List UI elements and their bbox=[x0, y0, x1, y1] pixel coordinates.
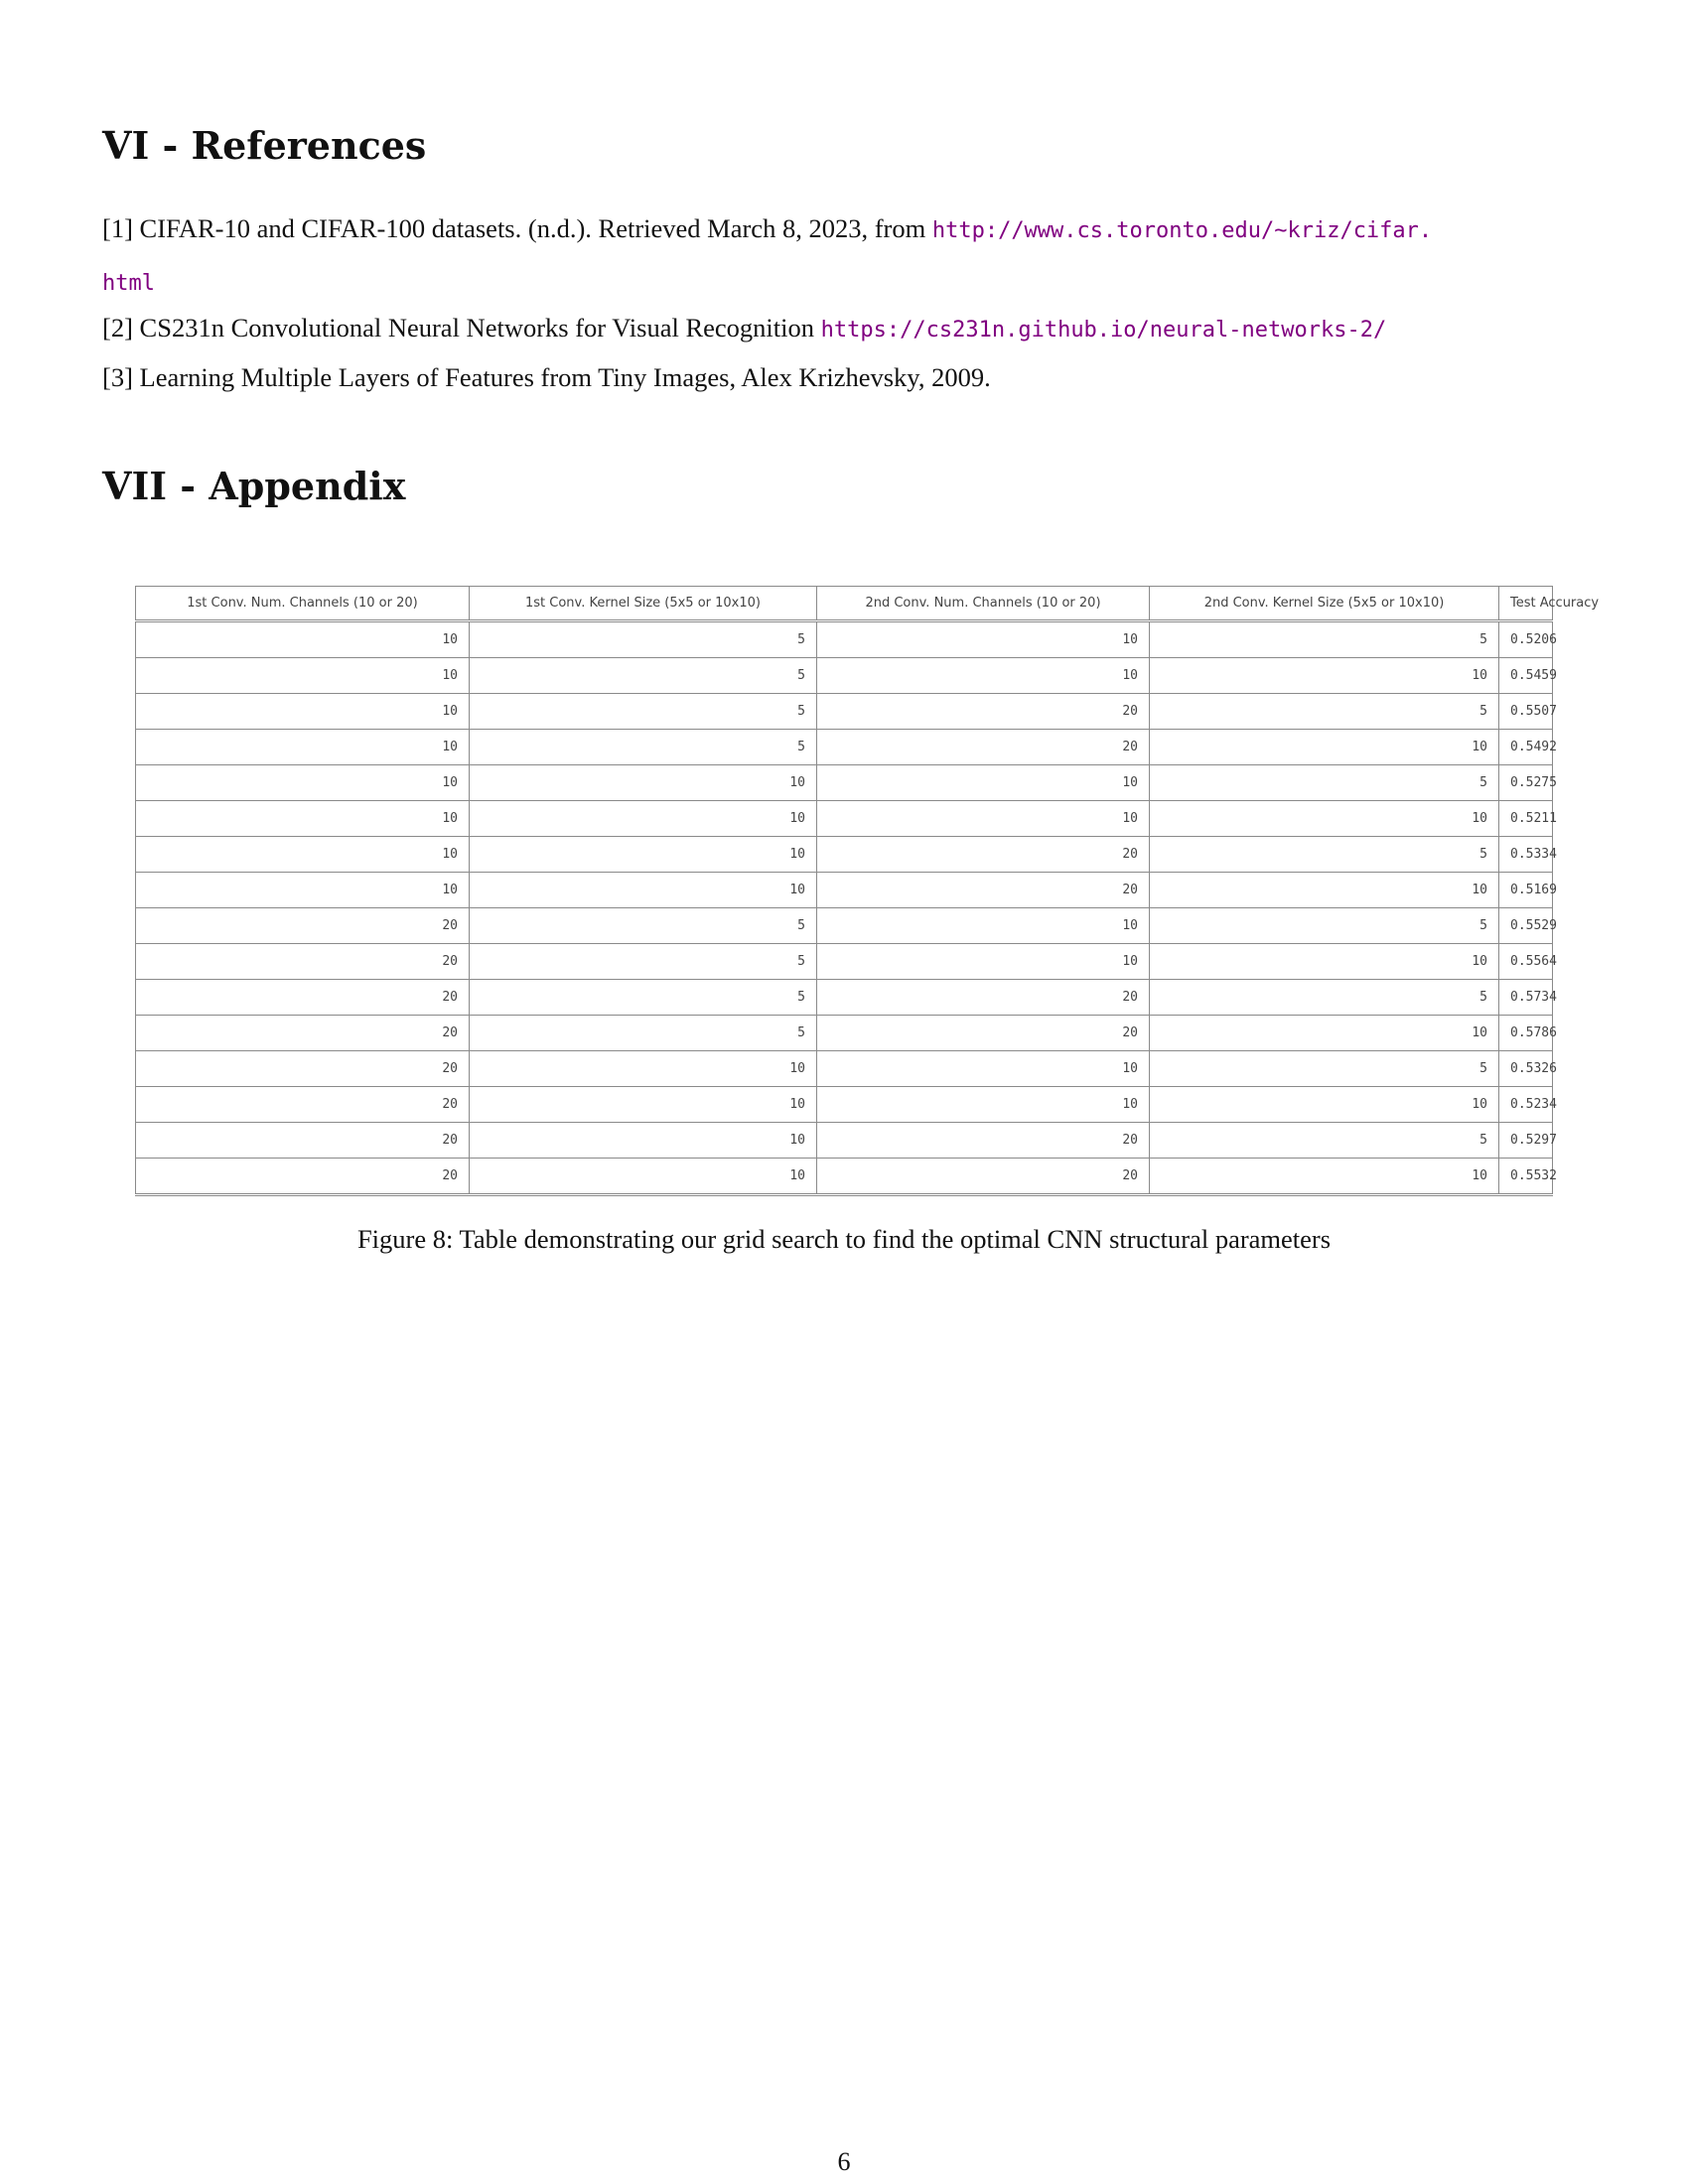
table-cell: 5 bbox=[1150, 908, 1499, 944]
table-cell: 10 bbox=[817, 944, 1150, 980]
table-cell: 10 bbox=[470, 801, 817, 837]
reference-2-number: [2] bbox=[102, 313, 133, 342]
table-cell: 5 bbox=[1150, 1123, 1499, 1159]
table-cell: 0.5297 bbox=[1499, 1123, 1553, 1159]
table-cell: 20 bbox=[817, 1123, 1150, 1159]
table-cell: 0.5334 bbox=[1499, 837, 1553, 873]
table-cell: 10 bbox=[136, 694, 470, 730]
table-cell: 20 bbox=[817, 1016, 1150, 1051]
table-row bbox=[136, 730, 1553, 765]
table-row bbox=[136, 1087, 1553, 1123]
table-cell: 0.5564 bbox=[1499, 944, 1553, 980]
table-cell: 0.5507 bbox=[1499, 694, 1553, 730]
table-cell: 10 bbox=[1150, 1016, 1499, 1051]
table-cell: 10 bbox=[470, 1051, 817, 1087]
table-cell: 10 bbox=[1150, 730, 1499, 765]
reference-2 bbox=[102, 303, 1587, 355]
reference-2-text: CS231n Convolutional Neural Networks for Visual Recognition bbox=[139, 313, 815, 342]
table-cell: 0.5211 bbox=[1499, 801, 1553, 837]
table-cell: 20 bbox=[136, 944, 470, 980]
column-header: 1st Conv. Num. Channels (10 or 20) bbox=[136, 587, 470, 621]
table-cell: 10 bbox=[470, 1159, 817, 1195]
grid-search-table bbox=[135, 586, 1600, 1196]
table-body bbox=[136, 621, 1557, 1195]
figure-caption: Figure 8: Table demonstrating our grid search to find the optimal CNN structural parameters bbox=[356, 1224, 1332, 1254]
table-cell: 0.5529 bbox=[1499, 908, 1553, 944]
table-row bbox=[136, 980, 1553, 1016]
table-row bbox=[136, 765, 1553, 801]
table-row bbox=[136, 658, 1553, 694]
table-cell: 5 bbox=[1150, 980, 1499, 1016]
table-cell: 20 bbox=[817, 730, 1150, 765]
table-cell: 0.5234 bbox=[1499, 1087, 1553, 1123]
table-cell: 5 bbox=[1150, 694, 1499, 730]
table-cell: 10 bbox=[136, 801, 470, 837]
reference-2-url[interactable]: https://cs231n.github.io/neural-networks-2/ bbox=[820, 318, 1387, 342]
table-row bbox=[136, 908, 1553, 944]
table-cell: 10 bbox=[1150, 1087, 1499, 1123]
table-cell: 10 bbox=[817, 621, 1150, 658]
table-cell: 10 bbox=[470, 1087, 817, 1123]
table-row bbox=[136, 694, 1553, 730]
table-cell: 20 bbox=[817, 980, 1150, 1016]
table-cell: 0.5492 bbox=[1499, 730, 1553, 765]
table-cell: 0.5734 bbox=[1499, 980, 1553, 1016]
table-cell: 10 bbox=[136, 658, 470, 694]
table-cell: 10 bbox=[470, 1123, 817, 1159]
table-cell: 5 bbox=[470, 694, 817, 730]
table-cell: 10 bbox=[136, 765, 470, 801]
appendix-heading: VII - Appendix bbox=[102, 464, 406, 508]
table-cell: 20 bbox=[136, 1159, 470, 1195]
table-header-row bbox=[136, 587, 1553, 621]
table-cell: 0.5459 bbox=[1499, 658, 1553, 694]
table-cell: 10 bbox=[817, 801, 1150, 837]
table-cell: 5 bbox=[1150, 621, 1499, 658]
table-cell: 10 bbox=[817, 1087, 1150, 1123]
table-cell: 5 bbox=[1150, 1051, 1499, 1087]
table-row bbox=[136, 1123, 1553, 1159]
table-cell: 0.5169 bbox=[1499, 873, 1553, 908]
reference-1-text: CIFAR-10 and CIFAR-100 datasets. (n.d.). Retrieved March 8, 2023, from bbox=[139, 213, 926, 243]
table-row bbox=[136, 621, 1553, 658]
column-header: 2nd Conv. Kernel Size (5x5 or 10x10) bbox=[1150, 587, 1499, 621]
table-row bbox=[136, 1016, 1553, 1051]
table-cell: 10 bbox=[817, 765, 1150, 801]
table-cell: 20 bbox=[136, 980, 470, 1016]
page-number: 6 bbox=[837, 2147, 851, 2176]
table-cell: 5 bbox=[470, 944, 817, 980]
table-cell: 20 bbox=[817, 694, 1150, 730]
table-cell: 5 bbox=[470, 730, 817, 765]
table-cell: 20 bbox=[136, 1051, 470, 1087]
grid-search-figure bbox=[135, 586, 1600, 1196]
table-cell: 5 bbox=[470, 621, 817, 658]
table-cell: 10 bbox=[817, 658, 1150, 694]
column-header: Test Accuracy bbox=[1499, 587, 1553, 621]
table-cell: 10 bbox=[470, 873, 817, 908]
table-row bbox=[136, 1159, 1553, 1195]
reference-3 bbox=[102, 352, 1587, 402]
table-cell: 20 bbox=[817, 1159, 1150, 1195]
table-cell: 10 bbox=[817, 1051, 1150, 1087]
table-cell: 20 bbox=[136, 1016, 470, 1051]
column-header: 1st Conv. Kernel Size (5x5 or 10x10) bbox=[470, 587, 817, 621]
table-cell: 0.5532 bbox=[1499, 1159, 1553, 1195]
table-cell: 10 bbox=[817, 908, 1150, 944]
reference-1-url-continued[interactable]: html bbox=[102, 271, 155, 296]
table-cell: 10 bbox=[1150, 1159, 1499, 1195]
table-cell: 10 bbox=[136, 621, 470, 658]
column-header: 2nd Conv. Num. Channels (10 or 20) bbox=[817, 587, 1150, 621]
table-cell: 5 bbox=[470, 980, 817, 1016]
table-cell: 10 bbox=[136, 837, 470, 873]
table-cell: 10 bbox=[1150, 873, 1499, 908]
table-cell: 0.5206 bbox=[1499, 621, 1553, 658]
reference-1 bbox=[102, 204, 1587, 309]
table-cell: 10 bbox=[1150, 658, 1499, 694]
table-cell: 5 bbox=[470, 1016, 817, 1051]
table-cell: 0.5326 bbox=[1499, 1051, 1553, 1087]
table-cell: 0.5786 bbox=[1499, 1016, 1553, 1051]
table-cell: 5 bbox=[1150, 765, 1499, 801]
table-cell: 20 bbox=[136, 1087, 470, 1123]
table-cell: 5 bbox=[470, 908, 817, 944]
table-cell: 5 bbox=[1150, 837, 1499, 873]
table-cell: 10 bbox=[136, 873, 470, 908]
table-cell: 20 bbox=[136, 1123, 470, 1159]
table-cell: 20 bbox=[817, 873, 1150, 908]
table-row bbox=[136, 944, 1553, 980]
reference-3-number: [3] bbox=[102, 362, 133, 392]
table-row bbox=[136, 801, 1553, 837]
table-cell: 10 bbox=[136, 730, 470, 765]
references-heading: VI - References bbox=[102, 123, 427, 168]
table-cell: 0.5275 bbox=[1499, 765, 1553, 801]
table-cell: 5 bbox=[470, 658, 817, 694]
table-cell: 10 bbox=[470, 837, 817, 873]
table-cell: 10 bbox=[1150, 801, 1499, 837]
table-cell: 10 bbox=[1150, 944, 1499, 980]
table-row bbox=[136, 1051, 1553, 1087]
reference-3-text: Learning Multiple Layers of Features from Tiny Images, Alex Krizhevsky, 2009. bbox=[139, 362, 991, 392]
table-cell: 20 bbox=[136, 908, 470, 944]
table-cell: 10 bbox=[470, 765, 817, 801]
table-cell: 20 bbox=[817, 837, 1150, 873]
reference-1-number: [1] bbox=[102, 213, 133, 243]
reference-1-url[interactable]: http://www.cs.toronto.edu/~kriz/cifar. bbox=[931, 218, 1433, 243]
table-row bbox=[136, 837, 1553, 873]
table-row bbox=[136, 873, 1553, 908]
